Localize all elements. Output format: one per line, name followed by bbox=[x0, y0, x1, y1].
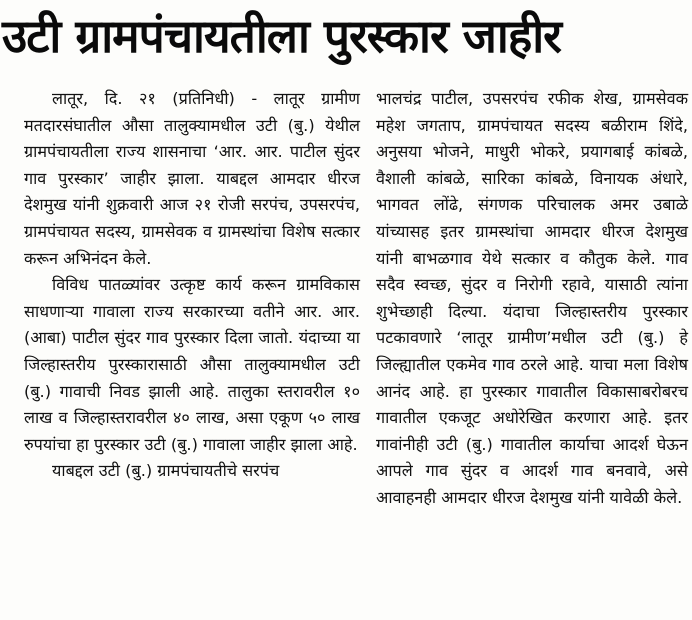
headline: उटी ग्रामपंचायतीला पुरस्कार जाहीर bbox=[2, 9, 561, 63]
paragraph: भालचंद्र पाटील, उपसरपंच रफीक शेख, ग्रामसेवक महेश जगताप, ग्रामपंचायत सदस्य बळीराम शिंदे, अनुसया भोजने, माधुरी भोकरे, प्रयागबाई कांबळे, वैशाली कांबळे, सारिका कांबळे, विनायक अंधारे, भागवत लोंढे, संगणक परिचालक अमर उबाळे यांच्यासह इतर ग्रामस्थांचा आमदार धीरज देशमुख यांनी बाभळगाव येथे सत्कार व कौतुक केले. गाव सदैव स्वच्छ, सुंदर व निरोगी रहावे, यासाठी त्यांना शुभेच्छाही दिल्या. यंदाचा जिल्हास्तरीय पुरस्कार पटकावणारे ‘लातूर ग्रामीण’मधील उटी (बु.) हे जिल्ह्यातील एकमेव गाव ठरले आहे. याचा मला विशेष आनंद आहे. हा पुरस्कार गावातील विकासाबरोबरच गावातील एकजूट अधोरेखित करणारा आहे. इतर गावांनीही उटी (बु.) गावातील कार्याचा आदर्श घेऊन आपले गाव सुंदर व आदर्श गाव बनवावे, असे आवाहनही आमदार धीरज देशमुख यांनी यावेळी केले. bbox=[376, 89, 688, 507]
paragraph: विविध पातळ्यांवर उत्कृष्ट कार्य करून ग्रामविकास साधणाऱ्या गावाला राज्य सरकारच्या वतीने आर. आर. (आबा) पाटील सुंदर गाव पुरस्कार दिला जातो. यंदाच्या या जिल्हास्तरीय पुरस्कारासाठी औसा तालुक्यामधील उटी (बु.) गावाची निवड झाली आहे. तालुका स्तरावरील १० लाख व जिल्हास्तरावरील ४० लाख, असा एकूण ५० लाख रुपयांचा हा पुरस्कार उटी (बु.) गावाला जाहीर झाला आहे. bbox=[24, 275, 360, 454]
paragraph: याबद्दल उटी (बु.) ग्रामपंचायतीचे सरपंच bbox=[52, 461, 280, 481]
paragraph: लातूर, दि. २१ (प्रतिनिधी) - लातूर ग्रामीण मतदारसंघातील औसा तालुक्यामधील उटी (बु.) येथील ग्रामपंचायतीला राज्य शासनाचा ‘आर. आर. पाटील सुंदर गाव पुरस्कार’ जाहीर झाला. याबद्दल आमदार धीरज देशमुख यांनी शुक्रवारी आज २१ रोजी सरपंच, उपसरपंच, ग्रामपंचायत सदस्य, ग्रामसेवक व ग्रामस्थांचा विशेष सत्कार करून अभिनंदन केले. bbox=[24, 89, 360, 268]
article-column-left bbox=[24, 86, 360, 485]
article-column-right bbox=[376, 86, 688, 512]
